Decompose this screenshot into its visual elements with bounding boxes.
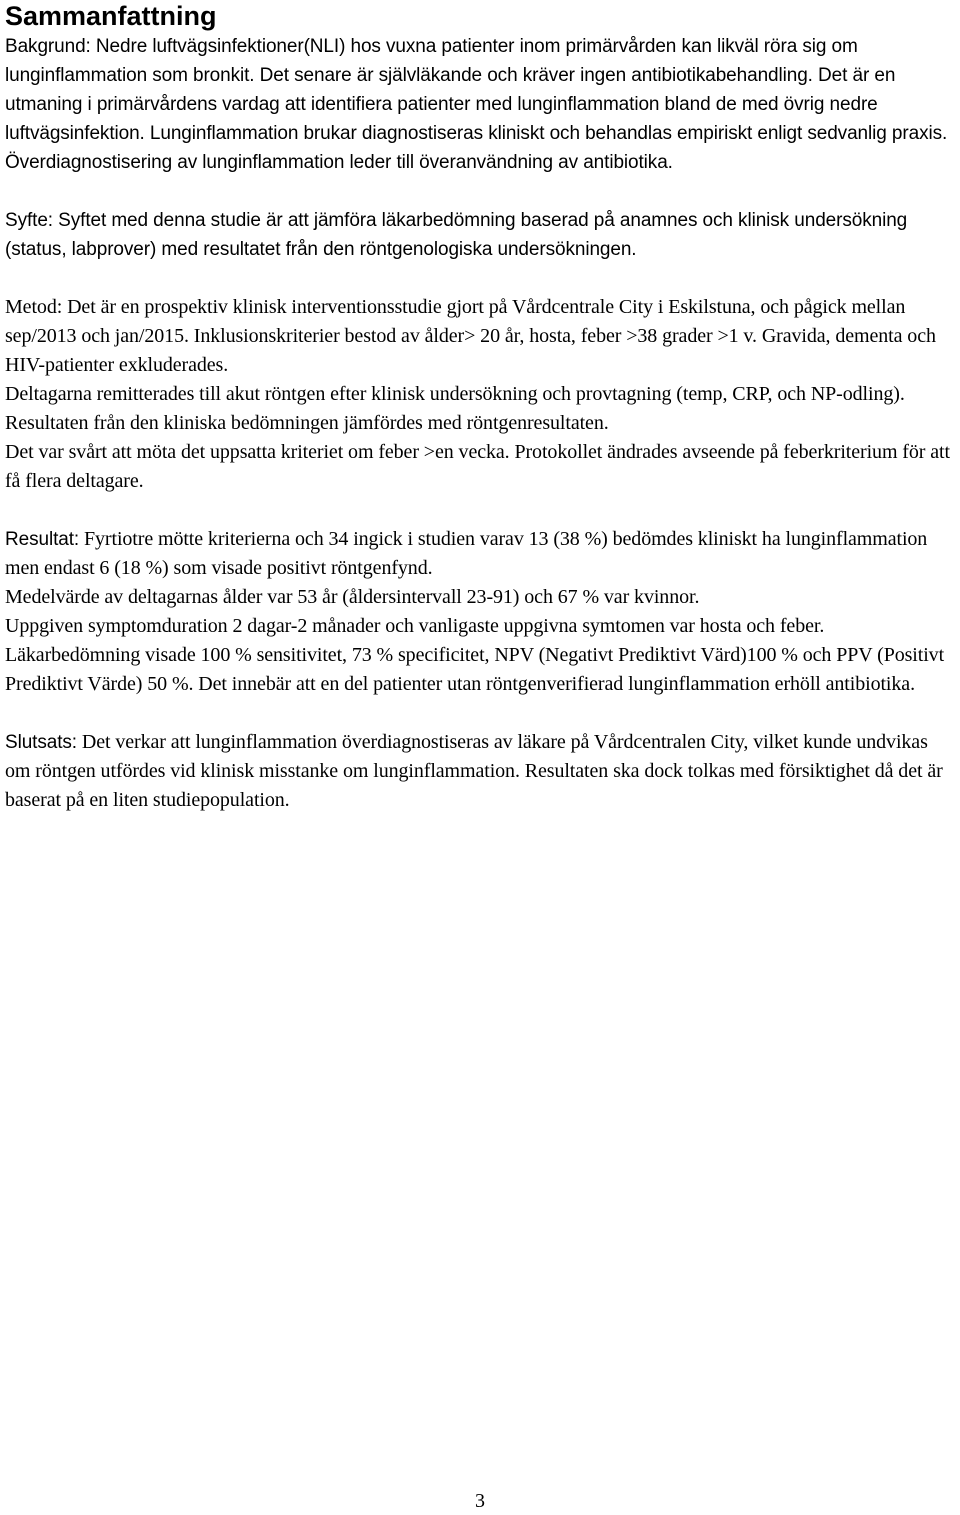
syfte-label: Syfte: (5, 210, 53, 231)
metod-label: Metod: (5, 296, 63, 318)
document-page (5, 0, 957, 815)
syfte-text: Syftet med denna studie är att jämföra läkarbedömning baserad på anamnes och klinisk undersökning (status, labprover) med resultatet från den röntgenologiska undersökningen. (5, 210, 908, 260)
metod-paragraph-3: Det var svårt att möta det uppsatta kriteriet om feber >en vecka. Protokollet ändrades avseende på feberkriterium för att få flera deltagare. (5, 441, 950, 492)
page-title: Sammanfattning (5, 1, 217, 31)
slutsats-label: Slutsats: (5, 732, 77, 753)
slutsats-text: Det verkar att lunginflammation överdiagnostiseras av läkare på Vårdcentralen City, vilket kunde undvikas om röntgen utfördes vid klinisk misstanke om lunginflammation. Resultaten ska dock tolkas med försiktighet då det är baserat på en liten studiepopulation. (5, 731, 943, 811)
bakgrund-label: Bakgrund: (5, 36, 91, 57)
metod-paragraph-2: Deltagarna remitterades till akut röntgen efter klinisk undersökning och provtagning (temp, CRP, och NP-odling). Resultaten från den kliniska bedömningen jämfördes med röntgenresultaten. (5, 383, 905, 434)
resultat-paragraph-4: Läkarbedömning visade 100 % sensitivitet, 73 % specificitet, NPV (Negativt Prediktivt Värd)100 % och PPV (Positivt Prediktivt Värde) 50 %. Det innebär att en del patienter utan röntgenverifierad lunginflammation erhöll antibiotika. (5, 644, 945, 695)
resultat-label: Resultat: (5, 529, 80, 550)
section-metod (5, 293, 957, 496)
section-syfte (5, 206, 957, 264)
bakgrund-text: Nedre luftvägsinfektioner(NLI) hos vuxna patienter inom primärvården kan likväl röra sig om lunginflammation som bronkit. Det senare är självläkande och kräver ingen antibiotikabehandling. Det är en utmaning i primärvårdens vardag att identifiera patienter med lunginflammation bland de med övrig nedre luftvägsinfektion. Lunginflammation brukar diagnostiseras kliniskt och behandlas empiriskt enligt sedvanlig praxis. Överdiagnostisering av lunginflammation leder till överanvändning av antibiotika. (5, 36, 948, 173)
resultat-paragraph-1 (5, 525, 957, 583)
resultat-text: Fyrtiotre mötte kriterierna och 34 ingick i studien varav 13 (38 %) bedömdes kliniskt ha lunginflammation men endast 6 (18 %) som visade positivt röntgenfynd. (5, 528, 928, 579)
resultat-paragraph-2: Medelvärde av deltagarnas ålder var 53 år (åldersintervall 23-91) och 67 % var kvinnor. (5, 586, 700, 608)
metod-paragraph-1 (5, 293, 957, 380)
page-number: 3 (475, 1490, 485, 1512)
section-slutsats (5, 728, 957, 815)
resultat-paragraph-3: Uppgiven symptomduration 2 dagar-2 månader och vanligaste uppgivna symtomen var hosta och feber. (5, 615, 825, 637)
section-resultat (5, 525, 957, 699)
metod-text: Det är en prospektiv klinisk interventionsstudie gjort på Vårdcentrale City i Eskilstuna, och pågick mellan sep/2013 och jan/2015. Inklusionskriterier bestod av ålder> 20 år, hosta, feber >38 grader >1 v. Gravida, dementa och HIV-patienter exkluderades. (5, 296, 936, 376)
section-bakgrund (5, 32, 957, 177)
